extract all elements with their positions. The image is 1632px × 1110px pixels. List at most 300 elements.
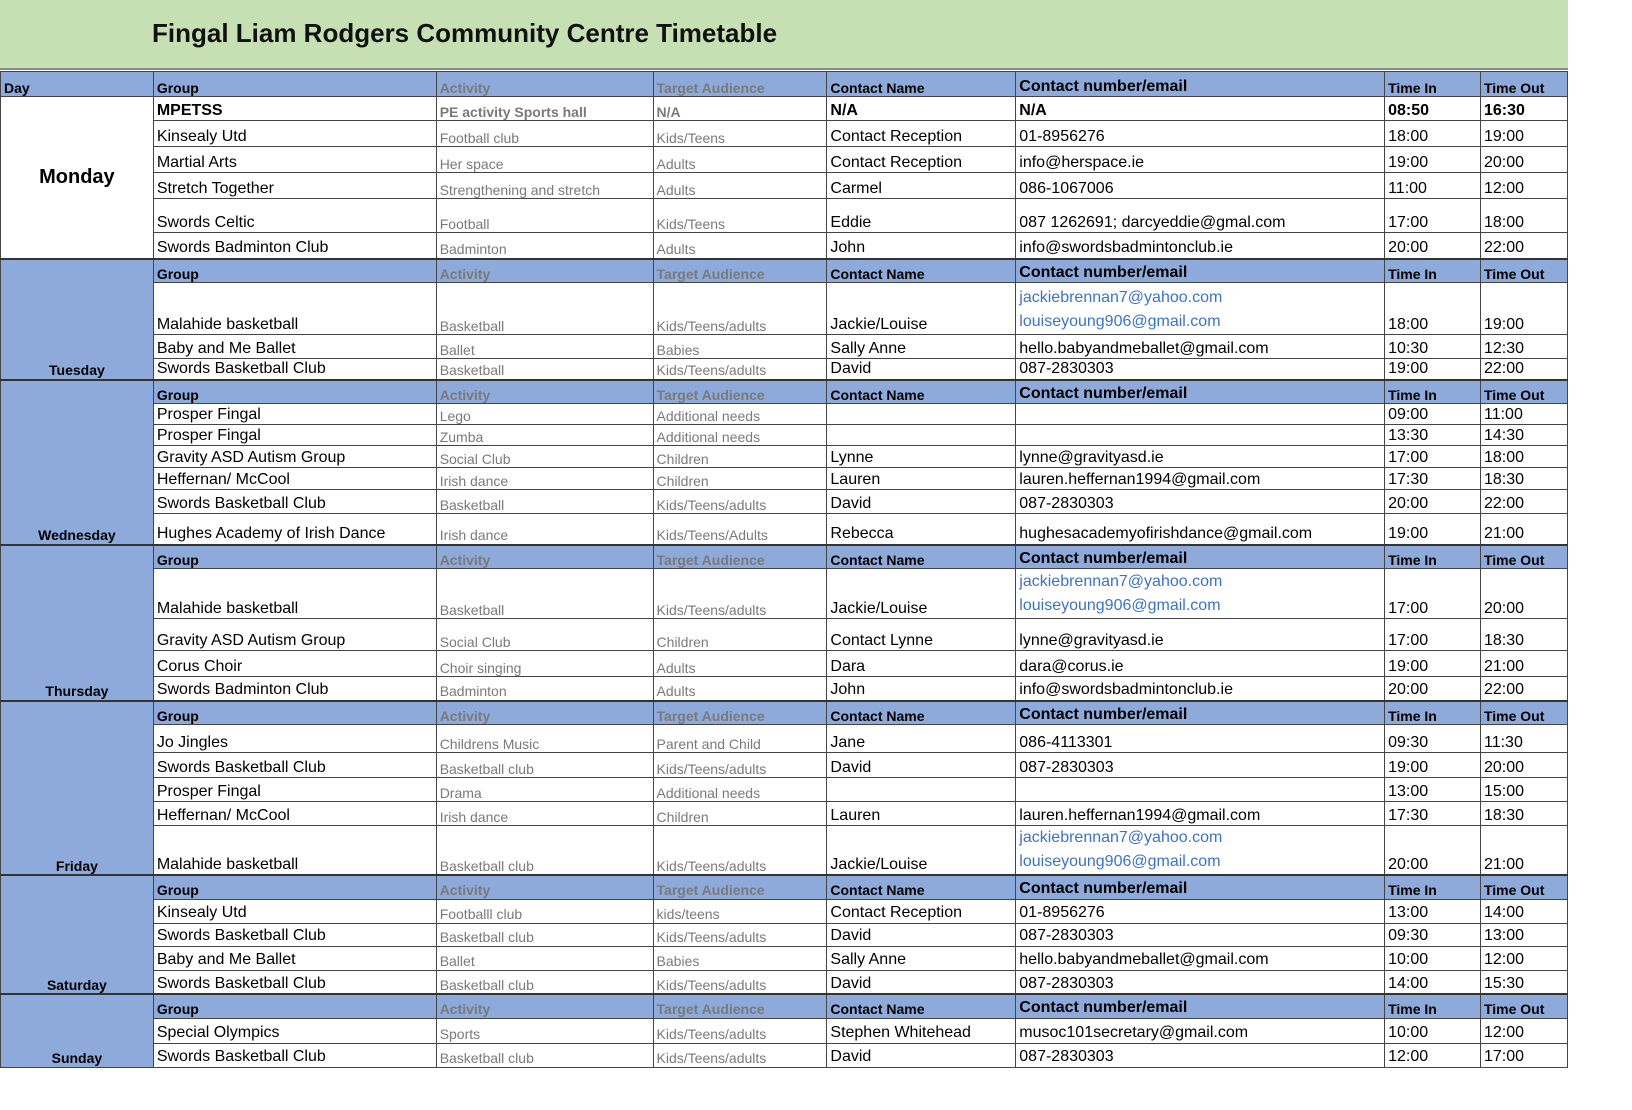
table-row xyxy=(1,677,1568,701)
header-contact: Contact number/email xyxy=(1016,380,1385,404)
cell-contact-name: David xyxy=(827,490,1016,514)
header-contact: Contact number/email xyxy=(1016,259,1385,283)
cell-audience: Kids/Teens/adults xyxy=(653,490,827,514)
cell-audience: Children xyxy=(653,446,827,468)
cell-contact[interactable]: hughesacademyofirishdance@gmail.com xyxy=(1016,514,1385,545)
header-group: Group xyxy=(153,72,436,97)
cell-activity: Basketball xyxy=(436,569,653,619)
header-time-out: Time Out xyxy=(1480,875,1567,899)
cell-activity: Basketball club xyxy=(436,970,653,994)
cell-time-out: 14:30 xyxy=(1480,425,1567,446)
cell-group: Swords Celtic xyxy=(153,199,436,233)
cell-contact-name: John xyxy=(827,233,1016,259)
day-label-friday: Friday xyxy=(1,701,154,876)
cell-group: Martial Arts xyxy=(153,147,436,173)
cell-contact-name: Jackie/Louise xyxy=(827,826,1016,876)
header-time-out: Time Out xyxy=(1480,380,1567,404)
cell-group: Malahide basketball xyxy=(153,826,436,876)
cell-time-in: 20:00 xyxy=(1385,233,1481,259)
cell-contact[interactable]: musoc101secretary@gmail.com xyxy=(1016,1018,1385,1043)
cell-time-in: 19:00 xyxy=(1385,753,1481,778)
cell-activity: Basketball club xyxy=(436,753,653,778)
cell-contact: 087-2830303 xyxy=(1016,970,1385,994)
cell-time-out: 20:00 xyxy=(1480,147,1567,173)
cell-contact[interactable]: lauren.heffernan1994@gmail.com xyxy=(1016,802,1385,826)
cell-activity: Basketball club xyxy=(436,923,653,946)
cell-contact-name: Stephen Whitehead xyxy=(827,1018,1016,1043)
cell-time-in: 13:00 xyxy=(1385,778,1481,802)
cell-audience: Kids/Teens xyxy=(653,121,827,147)
header-group: Group xyxy=(153,701,436,725)
cell-contact: 087 1262691; darcyeddie@gmal.com xyxy=(1016,199,1385,233)
cell-time-in: 09:30 xyxy=(1385,725,1481,753)
cell-contact: 087-2830303 xyxy=(1016,1043,1385,1067)
day-header-row xyxy=(1,994,1568,1018)
day-label-sunday: Sunday xyxy=(1,994,154,1067)
header-audience: Target Audience xyxy=(653,380,827,404)
cell-time-out: 13:00 xyxy=(1480,923,1567,946)
header-audience: Target Audience xyxy=(653,545,827,569)
cell-time-in: 10:00 xyxy=(1385,1018,1481,1043)
cell-audience: Kids/Teens/adults xyxy=(653,1018,827,1043)
header-contact-name: Contact Name xyxy=(827,259,1016,283)
cell-time-in: 11:00 xyxy=(1385,173,1481,199)
cell-time-in: 13:30 xyxy=(1385,425,1481,446)
cell-contact-name xyxy=(827,404,1016,425)
table-row xyxy=(1,1018,1568,1043)
cell-activity: Lego xyxy=(436,404,653,425)
cell-activity: Badminton xyxy=(436,677,653,701)
table-row xyxy=(1,121,1568,147)
day-label-thursday: Thursday xyxy=(1,545,154,701)
cell-contact-name: Carmel xyxy=(827,173,1016,199)
cell-group: Gravity ASD Autism Group xyxy=(153,446,436,468)
cell-activity: Irish dance xyxy=(436,468,653,490)
cell-audience: Additional needs xyxy=(653,778,827,802)
timetable-table xyxy=(0,71,1568,1068)
cell-group: Special Olympics xyxy=(153,1018,436,1043)
cell-activity: Irish dance xyxy=(436,514,653,545)
header-activity: Activity xyxy=(436,701,653,725)
cell-contact-name: Rebecca xyxy=(827,514,1016,545)
cell-time-out: 22:00 xyxy=(1480,233,1567,259)
cell-time-in: 19:00 xyxy=(1385,514,1481,545)
cell-contact[interactable]: lynne@gravityasd.ie xyxy=(1016,619,1385,651)
day-header-row xyxy=(1,259,1568,283)
cell-time-out: 12:30 xyxy=(1480,335,1567,359)
day-label-wednesday: Wednesday xyxy=(1,380,154,545)
cell-contact: 086-4113301 xyxy=(1016,725,1385,753)
cell-contact-name: Jackie/Louise xyxy=(827,569,1016,619)
table-row xyxy=(1,778,1568,802)
cell-group: Heffernan/ McCool xyxy=(153,802,436,826)
header-activity: Activity xyxy=(436,259,653,283)
cell-time-out: 17:00 xyxy=(1480,1043,1567,1067)
header-group: Group xyxy=(153,994,436,1018)
cell-contact-name xyxy=(827,778,1016,802)
header-activity: Activity xyxy=(436,994,653,1018)
cell-group: Corus Choir xyxy=(153,651,436,677)
cell-time-out: 22:00 xyxy=(1480,490,1567,514)
cell-time-in: 17:00 xyxy=(1385,199,1481,233)
table-row xyxy=(1,173,1568,199)
cell-audience: Kids/Teens/adults xyxy=(653,970,827,994)
header-time-in: Time In xyxy=(1385,545,1481,569)
cell-group: Swords Basketball Club xyxy=(153,359,436,380)
cell-activity: Ballet xyxy=(436,946,653,970)
header-audience: Target Audience xyxy=(653,72,827,97)
cell-time-in: 08:50 xyxy=(1385,97,1481,121)
table-row xyxy=(1,651,1568,677)
table-row xyxy=(1,468,1568,490)
cell-contact: 086-1067006 xyxy=(1016,173,1385,199)
cell-time-in: 09:30 xyxy=(1385,923,1481,946)
cell-time-out: 11:30 xyxy=(1480,725,1567,753)
header-contact: Contact number/email xyxy=(1016,545,1385,569)
day-header-row xyxy=(1,701,1568,725)
cell-group: Jo Jingles xyxy=(153,725,436,753)
cell-contact[interactable]: hello.babyandmeballet@gmail.com xyxy=(1016,946,1385,970)
cell-audience: Children xyxy=(653,802,827,826)
cell-activity: Zumba xyxy=(436,425,653,446)
header-contact-name: Contact Name xyxy=(827,875,1016,899)
cell-time-in: 17:30 xyxy=(1385,468,1481,490)
cell-activity: Social Club xyxy=(436,446,653,468)
cell-group: Swords Badminton Club xyxy=(153,677,436,701)
table-row xyxy=(1,199,1568,233)
cell-contact-name: David xyxy=(827,1043,1016,1067)
cell-contact: 087-2830303 xyxy=(1016,359,1385,380)
cell-time-out: 18:30 xyxy=(1480,802,1567,826)
cell-contact[interactable] xyxy=(1016,569,1385,619)
day-label-tuesday: Tuesday xyxy=(1,259,154,380)
cell-activity: Drama xyxy=(436,778,653,802)
cell-contact xyxy=(1016,425,1385,446)
cell-time-out: 20:00 xyxy=(1480,569,1567,619)
table-row xyxy=(1,569,1568,619)
cell-group: Swords Basketball Club xyxy=(153,1043,436,1067)
cell-group: Prosper Fingal xyxy=(153,425,436,446)
cell-activity: PE activity Sports hall xyxy=(436,97,653,121)
email-link[interactable]: louiseyoung906@gmail.com xyxy=(1019,313,1221,330)
table-row xyxy=(1,425,1568,446)
header-time-in: Time In xyxy=(1385,259,1481,283)
cell-time-out: 15:00 xyxy=(1480,778,1567,802)
cell-time-out: 21:00 xyxy=(1480,651,1567,677)
cell-contact[interactable]: info@swordsbadmintonclub.ie xyxy=(1016,677,1385,701)
table-row xyxy=(1,335,1568,359)
cell-group: MPETSS xyxy=(153,97,436,121)
cell-contact-name: Jane xyxy=(827,725,1016,753)
cell-time-out: 15:30 xyxy=(1480,970,1567,994)
cell-contact xyxy=(1016,404,1385,425)
email-link[interactable]: louiseyoung906@gmail.com xyxy=(1019,597,1221,614)
cell-time-out: 18:00 xyxy=(1480,199,1567,233)
header-contact: Contact number/email xyxy=(1016,72,1385,97)
cell-audience: Parent and Child xyxy=(653,725,827,753)
header-time-in: Time In xyxy=(1385,994,1481,1018)
cell-group: Prosper Fingal xyxy=(153,778,436,802)
cell-contact-name: Contact Lynne xyxy=(827,619,1016,651)
cell-time-in: 09:00 xyxy=(1385,404,1481,425)
header-time-out: Time Out xyxy=(1480,701,1567,725)
cell-contact[interactable]: lauren.heffernan1994@gmail.com xyxy=(1016,468,1385,490)
cell-activity: Footballl club xyxy=(436,899,653,923)
header-contact-name: Contact Name xyxy=(827,545,1016,569)
cell-time-in: 20:00 xyxy=(1385,826,1481,876)
day-label-saturday: Saturday xyxy=(1,875,154,994)
cell-group: Malahide basketball xyxy=(153,569,436,619)
header-time-out: Time Out xyxy=(1480,72,1567,97)
cell-contact-name: Lauren xyxy=(827,468,1016,490)
cell-time-in: 18:00 xyxy=(1385,121,1481,147)
cell-group: Swords Basketball Club xyxy=(153,490,436,514)
day-header-row xyxy=(1,875,1568,899)
cell-audience: Adults xyxy=(653,147,827,173)
cell-time-out: 21:00 xyxy=(1480,514,1567,545)
cell-time-in: 19:00 xyxy=(1385,651,1481,677)
cell-contact-name: David xyxy=(827,970,1016,994)
cell-contact-name xyxy=(827,425,1016,446)
cell-time-out: 22:00 xyxy=(1480,677,1567,701)
cell-contact: 01-8956276 xyxy=(1016,121,1385,147)
cell-contact-name: David xyxy=(827,753,1016,778)
table-row xyxy=(1,899,1568,923)
cell-contact-name: Eddie xyxy=(827,199,1016,233)
cell-audience: Additional needs xyxy=(653,404,827,425)
table-row xyxy=(1,446,1568,468)
cell-time-in: 19:00 xyxy=(1385,147,1481,173)
cell-contact-name: Contact Reception xyxy=(827,147,1016,173)
cell-time-out: 11:00 xyxy=(1480,404,1567,425)
cell-time-in: 17:00 xyxy=(1385,569,1481,619)
cell-contact: N/A xyxy=(1016,97,1385,121)
cell-group: Baby and Me Ballet xyxy=(153,946,436,970)
cell-contact-name: Jackie/Louise xyxy=(827,283,1016,335)
cell-time-out: 19:00 xyxy=(1480,121,1567,147)
cell-contact-name: Contact Reception xyxy=(827,899,1016,923)
cell-audience: Children xyxy=(653,619,827,651)
cell-contact[interactable]: hello.babyandmeballet@gmail.com xyxy=(1016,335,1385,359)
header-contact: Contact number/email xyxy=(1016,875,1385,899)
day-label-monday: Monday xyxy=(1,97,154,259)
cell-contact[interactable] xyxy=(1016,826,1385,876)
table-row xyxy=(1,283,1568,335)
cell-time-in: 17:00 xyxy=(1385,619,1481,651)
cell-group: Malahide basketball xyxy=(153,283,436,335)
cell-contact-name: David xyxy=(827,923,1016,946)
cell-audience: kids/teens xyxy=(653,899,827,923)
table-row xyxy=(1,359,1568,380)
cell-time-out: 18:30 xyxy=(1480,619,1567,651)
cell-time-out: 20:00 xyxy=(1480,753,1567,778)
table-row xyxy=(1,514,1568,545)
email-link[interactable]: louiseyoung906@gmail.com xyxy=(1019,853,1221,870)
day-header-row xyxy=(1,545,1568,569)
cell-activity: Football club xyxy=(436,121,653,147)
cell-audience: Adults xyxy=(653,233,827,259)
cell-audience: Babies xyxy=(653,335,827,359)
cell-activity: Basketball xyxy=(436,283,653,335)
cell-group: Swords Basketball Club xyxy=(153,923,436,946)
table-row xyxy=(1,147,1568,173)
table-row xyxy=(1,970,1568,994)
cell-group: Kinsealy Utd xyxy=(153,899,436,923)
table-row xyxy=(1,753,1568,778)
table-row xyxy=(1,490,1568,514)
cell-group: Prosper Fingal xyxy=(153,404,436,425)
cell-contact: 087-2830303 xyxy=(1016,753,1385,778)
table-row xyxy=(1,1043,1568,1067)
header-audience: Target Audience xyxy=(653,701,827,725)
cell-contact-name: N/A xyxy=(827,97,1016,121)
cell-time-in: 17:00 xyxy=(1385,446,1481,468)
table-row xyxy=(1,946,1568,970)
cell-contact-name: Sally Anne xyxy=(827,946,1016,970)
header-day: Day xyxy=(1,72,154,97)
cell-activity: Football xyxy=(436,199,653,233)
contact-emails xyxy=(1019,826,1381,874)
cell-contact-name: John xyxy=(827,677,1016,701)
table-row xyxy=(1,826,1568,876)
cell-group: Swords Badminton Club xyxy=(153,233,436,259)
cell-activity: Social Club xyxy=(436,619,653,651)
header-group: Group xyxy=(153,545,436,569)
cell-group: Heffernan/ McCool xyxy=(153,468,436,490)
cell-audience: Additional needs xyxy=(653,425,827,446)
table-row xyxy=(1,923,1568,946)
header-contact-name: Contact Name xyxy=(827,72,1016,97)
header-contact-name: Contact Name xyxy=(827,701,1016,725)
header-audience: Target Audience xyxy=(653,994,827,1018)
header-activity: Activity xyxy=(436,545,653,569)
email-link[interactable]: jackiebrennan7@yahoo.com xyxy=(1019,289,1223,306)
cell-time-out: 21:00 xyxy=(1480,826,1567,876)
cell-contact[interactable]: info@swordsbadmintonclub.ie xyxy=(1016,233,1385,259)
cell-time-out: 18:00 xyxy=(1480,446,1567,468)
cell-audience: Adults xyxy=(653,173,827,199)
cell-audience: Children xyxy=(653,468,827,490)
cell-contact-name: Sally Anne xyxy=(827,335,1016,359)
header-time-in: Time In xyxy=(1385,701,1481,725)
cell-contact[interactable]: lynne@gravityasd.ie xyxy=(1016,446,1385,468)
header-group: Group xyxy=(153,380,436,404)
header-time-in: Time In xyxy=(1385,875,1481,899)
cell-time-out: 18:30 xyxy=(1480,468,1567,490)
cell-audience: N/A xyxy=(653,97,827,121)
cell-group: Stretch Together xyxy=(153,173,436,199)
header-activity: Activity xyxy=(436,72,653,97)
header-contact-name: Contact Name xyxy=(827,994,1016,1018)
title-bar xyxy=(0,0,1568,70)
cell-time-in: 12:00 xyxy=(1385,1043,1481,1067)
header-group: Group xyxy=(153,259,436,283)
cell-group: Gravity ASD Autism Group xyxy=(153,619,436,651)
column-header-row xyxy=(1,72,1568,97)
email-link[interactable]: jackiebrennan7@yahoo.com xyxy=(1019,573,1223,590)
cell-audience: Kids/Teens/adults xyxy=(653,1043,827,1067)
header-time-out: Time Out xyxy=(1480,994,1567,1018)
header-audience: Target Audience xyxy=(653,259,827,283)
cell-group: Kinsealy Utd xyxy=(153,121,436,147)
cell-activity: Childrens Music xyxy=(436,725,653,753)
cell-audience: Babies xyxy=(653,946,827,970)
table-row xyxy=(1,619,1568,651)
cell-audience: Kids/Teens/adults xyxy=(653,923,827,946)
day-header-row xyxy=(1,380,1568,404)
cell-group: Swords Basketball Club xyxy=(153,970,436,994)
header-activity: Activity xyxy=(436,380,653,404)
cell-activity: Her space xyxy=(436,147,653,173)
cell-contact xyxy=(1016,778,1385,802)
cell-activity: Basketball club xyxy=(436,1043,653,1067)
header-contact: Contact number/email xyxy=(1016,994,1385,1018)
cell-activity: Strengthening and stretch xyxy=(436,173,653,199)
cell-contact-name: Lynne xyxy=(827,446,1016,468)
page-title: Fingal Liam Rodgers Community Centre Timetable xyxy=(152,18,778,48)
cell-audience: Kids/Teens/adults xyxy=(653,753,827,778)
cell-time-out: 14:00 xyxy=(1480,899,1567,923)
cell-contact-name: Lauren xyxy=(827,802,1016,826)
cell-audience: Kids/Teens/adults xyxy=(653,569,827,619)
cell-time-in: 18:00 xyxy=(1385,283,1481,335)
table-row xyxy=(1,97,1568,121)
table-row xyxy=(1,404,1568,425)
cell-audience: Adults xyxy=(653,677,827,701)
cell-group: Hughes Academy of Irish Dance xyxy=(153,514,436,545)
cell-contact-name: David xyxy=(827,359,1016,380)
cell-contact-name: Contact Reception xyxy=(827,121,1016,147)
cell-contact: 01-8956276 xyxy=(1016,899,1385,923)
cell-time-in: 14:00 xyxy=(1385,970,1481,994)
cell-contact[interactable] xyxy=(1016,283,1385,335)
cell-activity: Ballet xyxy=(436,335,653,359)
table-row xyxy=(1,725,1568,753)
cell-time-out: 12:00 xyxy=(1480,1018,1567,1043)
cell-activity: Basketball xyxy=(436,359,653,380)
cell-contact: 087-2830303 xyxy=(1016,923,1385,946)
cell-activity: Basketball xyxy=(436,490,653,514)
cell-contact[interactable]: dara@corus.ie xyxy=(1016,651,1385,677)
cell-time-out: 22:00 xyxy=(1480,359,1567,380)
cell-audience: Kids/Teens/adults xyxy=(653,359,827,380)
cell-activity: Choir singing xyxy=(436,651,653,677)
cell-audience: Kids/Teens/Adults xyxy=(653,514,827,545)
cell-time-out: 12:00 xyxy=(1480,173,1567,199)
header-time-out: Time Out xyxy=(1480,545,1567,569)
cell-contact: 087-2830303 xyxy=(1016,490,1385,514)
header-contact-name: Contact Name xyxy=(827,380,1016,404)
email-link[interactable]: jackiebrennan7@yahoo.com xyxy=(1019,829,1223,846)
cell-time-out: 16:30 xyxy=(1480,97,1567,121)
cell-time-in: 10:30 xyxy=(1385,335,1481,359)
header-group: Group xyxy=(153,875,436,899)
cell-time-in: 20:00 xyxy=(1385,677,1481,701)
table-row xyxy=(1,802,1568,826)
cell-time-out: 12:00 xyxy=(1480,946,1567,970)
cell-audience: Kids/Teens/adults xyxy=(653,826,827,876)
contact-emails xyxy=(1019,286,1381,334)
cell-time-in: 17:30 xyxy=(1385,802,1481,826)
header-time-out: Time Out xyxy=(1480,259,1567,283)
header-time-in: Time In xyxy=(1385,380,1481,404)
cell-time-in: 13:00 xyxy=(1385,899,1481,923)
cell-activity: Irish dance xyxy=(436,802,653,826)
cell-activity: Sports xyxy=(436,1018,653,1043)
cell-activity: Basketball club xyxy=(436,826,653,876)
contact-emails xyxy=(1019,570,1381,618)
cell-contact[interactable]: info@herspace.ie xyxy=(1016,147,1385,173)
